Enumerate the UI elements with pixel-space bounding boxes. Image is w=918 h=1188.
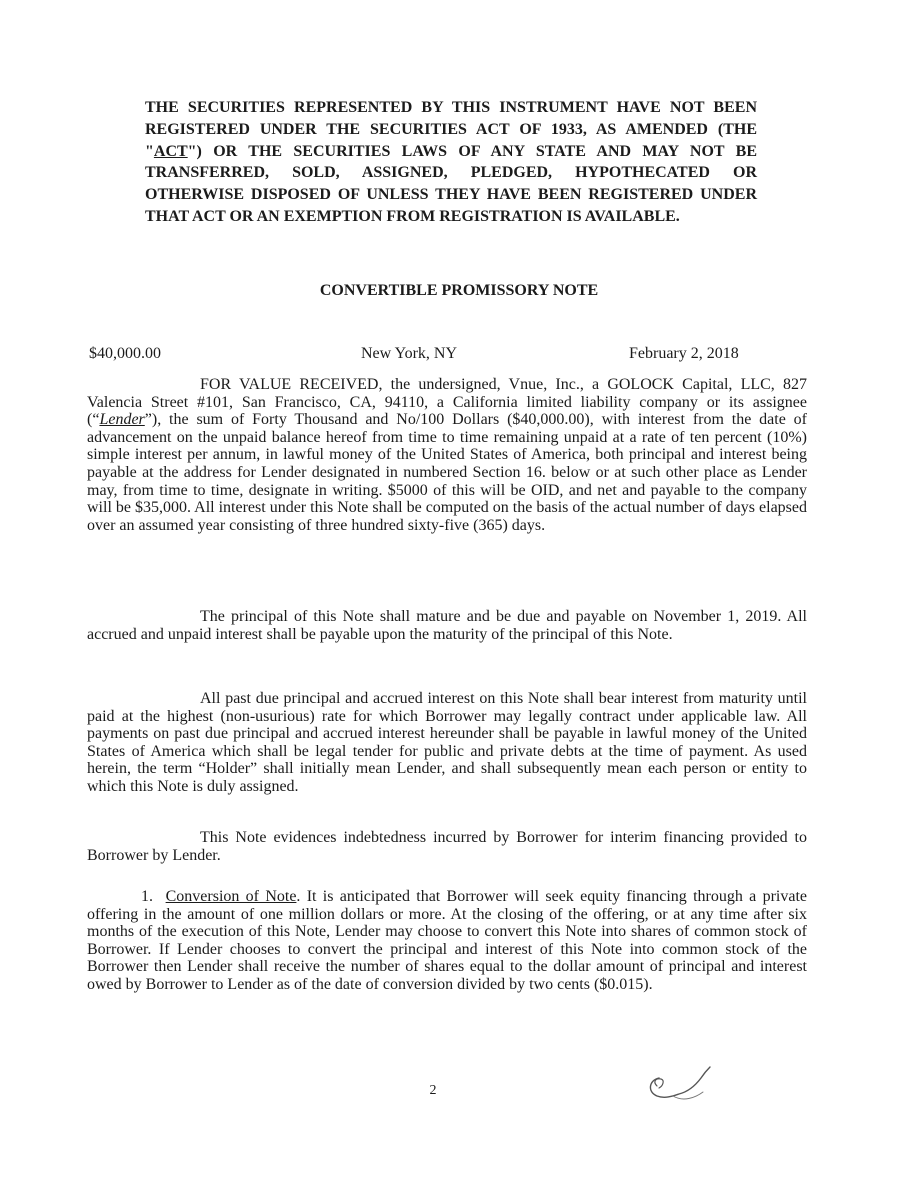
note-location: New York, NY <box>361 345 458 362</box>
paragraph-maturity: The principal of this Note shall mature and be due and payable on November 1, 2019. All accrued and unpaid interest shall be payable upon the maturity of the principal of this Note. <box>87 608 807 643</box>
document-title: CONVERTIBLE PROMISSORY NOTE <box>319 282 599 299</box>
paragraph1-text-start: FOR VALUE RECEIVED, the undersigned, Vnue, Inc., a GOLOCK Capital, LLC, 827 Valencia Street #101, San Francisco, CA, 94110, a California limited liability company or its assignee (“ <box>87 376 807 429</box>
paragraph-indebtedness: This Note evidences indebtedness incurred by Borrower for interim financing provided to Borrower by Lender. <box>87 829 807 864</box>
securities-legend <box>145 97 757 228</box>
handwritten-initials <box>643 1066 713 1104</box>
legend-text-end: ") OR THE SECURITIES LAWS OF ANY STATE AND MAY NOT BE TRANSFERRED, SOLD, ASSIGNED, PLEDGED, HYPOTHECATED OR OTHERWISE DISPOSED OF UNLESS THEY HAVE BEEN REGISTERED UNDER THAT ACT OR AN EXEMPTION FROM REGISTRATION IS AVAILABLE. <box>145 142 757 225</box>
lender-defined-term: Lender <box>99 411 145 429</box>
paragraph1-text-end: ”), the sum of Forty Thousand and No/100 Dollars ($40,000.00), with interest from the date of advancement on the unpaid balance hereof from time to time remaining unpaid at a rate of ten percent (10%) simple interest per annum, in lawful money of the United States of America, both principal and interest being payable at the address for Lender designated in numbered Section 16. below or at such other place as Lender may, from time to time, designate in writing. $5000 of this will be OID, and net and payable to the company will be $35,000. All interest under this Note shall be computed on the basis of the actual number of days elapsed over an assumed year consisting of three hundred sixty-five (365) days. <box>87 411 807 534</box>
legend-act-term: ACT <box>153 142 188 160</box>
legend-text-start: THE SECURITIES REPRESENTED BY THIS INSTRUMENT HAVE NOT BEEN REGISTERED UNDER THE SECURITIES ACT OF 1933, AS AMENDED (THE " <box>145 99 757 160</box>
note-amount: $40,000.00 <box>89 345 161 362</box>
paragraph-value-received <box>87 376 807 534</box>
note-date: February 2, 2018 <box>629 345 739 362</box>
section-heading: Conversion of Note <box>165 888 297 905</box>
section-number: 1. <box>141 888 153 905</box>
paragraph-past-due: All past due principal and accrued interest on this Note shall bear interest from maturity until paid at the highest (non-usurious) rate for which Borrower may legally contract under applicable law. All payments on past due principal and accrued interest hereunder shall be payable in lawful money of the United States of America which shall be legal tender for public and private debts at the time of payment. As used herein, the term “Holder” shall initially mean Lender, and shall subsequently mean each person or entity to which this Note is duly assigned. <box>87 690 807 795</box>
section-body: . It is anticipated that Borrower will seek equity financing through a private offering in the amount of one million dollars or more. At the closing of the offering, or at any time after six months of the execution of this Note, Lender may choose to convert this Note into shares of common stock of Borrower. If Lender chooses to convert the principal and interest of this Note into common stock of the Borrower then Lender shall receive the number of shares equal to the dollar amount of principal and interest owed by Borrower to Lender as of the date of conversion divided by two cents ($0.015). <box>87 888 808 993</box>
section-conversion <box>87 888 807 994</box>
page-number: 2 <box>429 1083 437 1098</box>
